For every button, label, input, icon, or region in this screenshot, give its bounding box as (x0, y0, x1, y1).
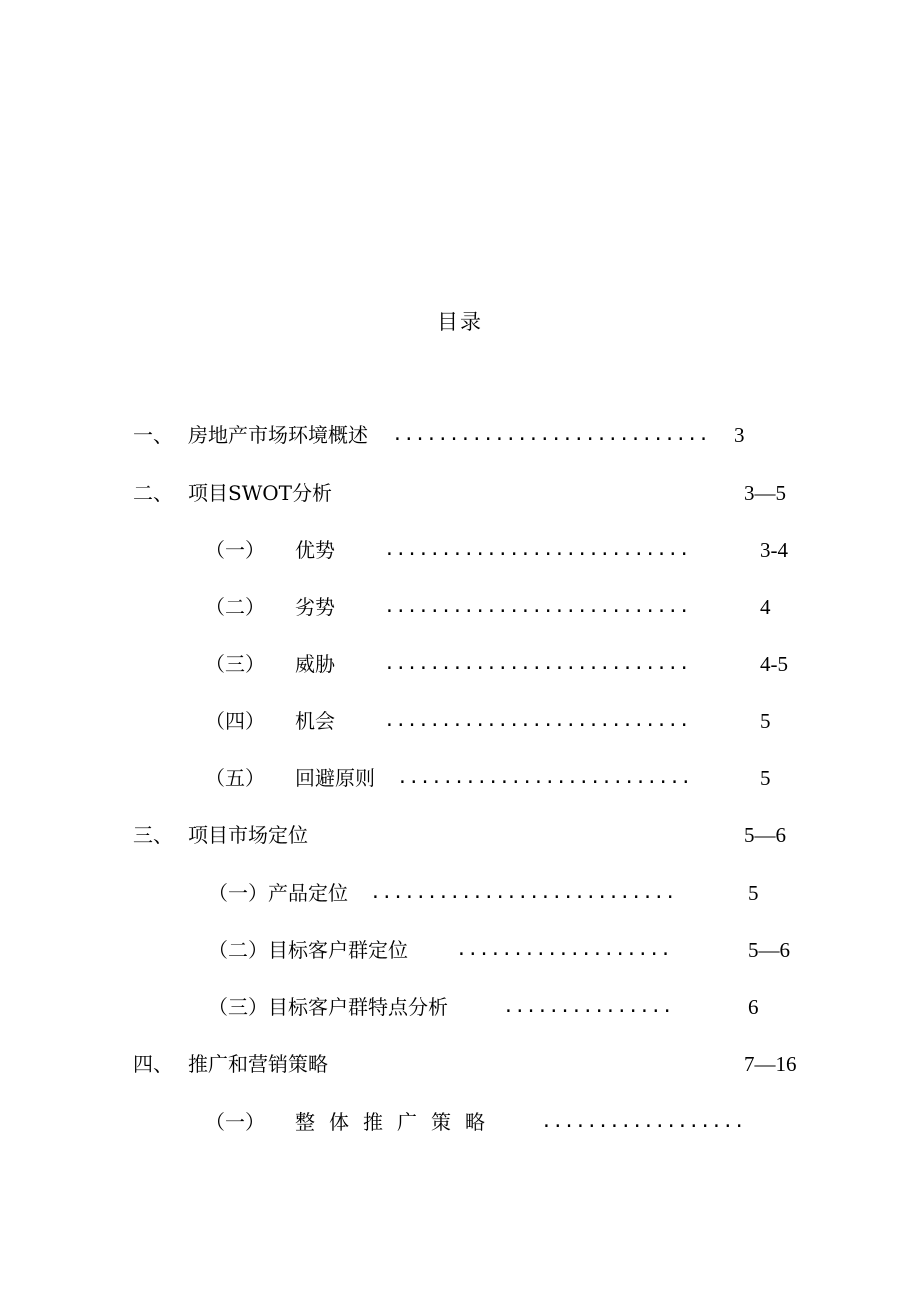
toc-label: 劣势 (295, 595, 335, 619)
toc-page: 3-4 (760, 538, 788, 562)
toc-number: （四） (205, 709, 265, 733)
toc-page: 7—16 (744, 1052, 797, 1076)
toc-leader-dots: ........................... (370, 882, 677, 903)
toc-leader-dots: ............... (503, 996, 674, 1017)
toc-number: （五） (205, 766, 265, 790)
toc-label: （一）产品定位 (208, 881, 348, 905)
toc-label: 威胁 (295, 652, 335, 676)
toc-leader-dots: ........................... (384, 539, 691, 560)
toc-page: 4-5 (760, 652, 788, 676)
toc-number: 三、 (133, 823, 173, 847)
toc-leader-dots: ................... (456, 939, 672, 960)
toc-leader-dots: .................. (541, 1111, 746, 1132)
toc-number: （二） (205, 595, 265, 619)
toc-label: 回避原则 (295, 766, 375, 790)
toc-label: 项目SWOT分析 (188, 481, 332, 505)
toc-label: 机会 (295, 709, 335, 733)
toc-page: 5 (748, 881, 759, 905)
toc-number: （一） (205, 1110, 265, 1134)
toc-leader-dots: ........................... (384, 710, 691, 731)
toc-number: 一、 (133, 423, 173, 447)
toc-number: （三） (205, 652, 265, 676)
toc-page: 5—6 (748, 938, 790, 962)
toc-label: 房地产市场环境概述 (188, 423, 368, 447)
toc-number: 二、 (133, 481, 173, 505)
toc-page: 6 (748, 995, 759, 1019)
toc-page: 4 (760, 595, 771, 619)
toc-page: 5—6 (744, 823, 786, 847)
toc-leader-dots: .......................... (397, 767, 692, 788)
toc-number: （一） (205, 538, 265, 562)
toc-label: （二）目标客户群定位 (208, 938, 408, 962)
toc-page: 5 (760, 709, 771, 733)
toc-label: 推广和营销策略 (188, 1052, 328, 1076)
toc-page: 5 (760, 766, 771, 790)
toc-page: 3 (734, 423, 745, 447)
toc-label: 优势 (295, 538, 335, 562)
toc-label: （三）目标客户群特点分析 (208, 995, 448, 1019)
toc-leader-dots: ........................... (384, 653, 691, 674)
toc-leader-dots: ............................ (392, 424, 710, 445)
toc-label: 整体推广策略 (295, 1110, 499, 1134)
toc-number: 四、 (133, 1052, 173, 1076)
toc-label: 项目市场定位 (188, 823, 308, 847)
toc-title: 目录 (437, 310, 483, 334)
toc-leader-dots: ........................... (384, 596, 691, 617)
toc-page: 3—5 (744, 481, 786, 505)
